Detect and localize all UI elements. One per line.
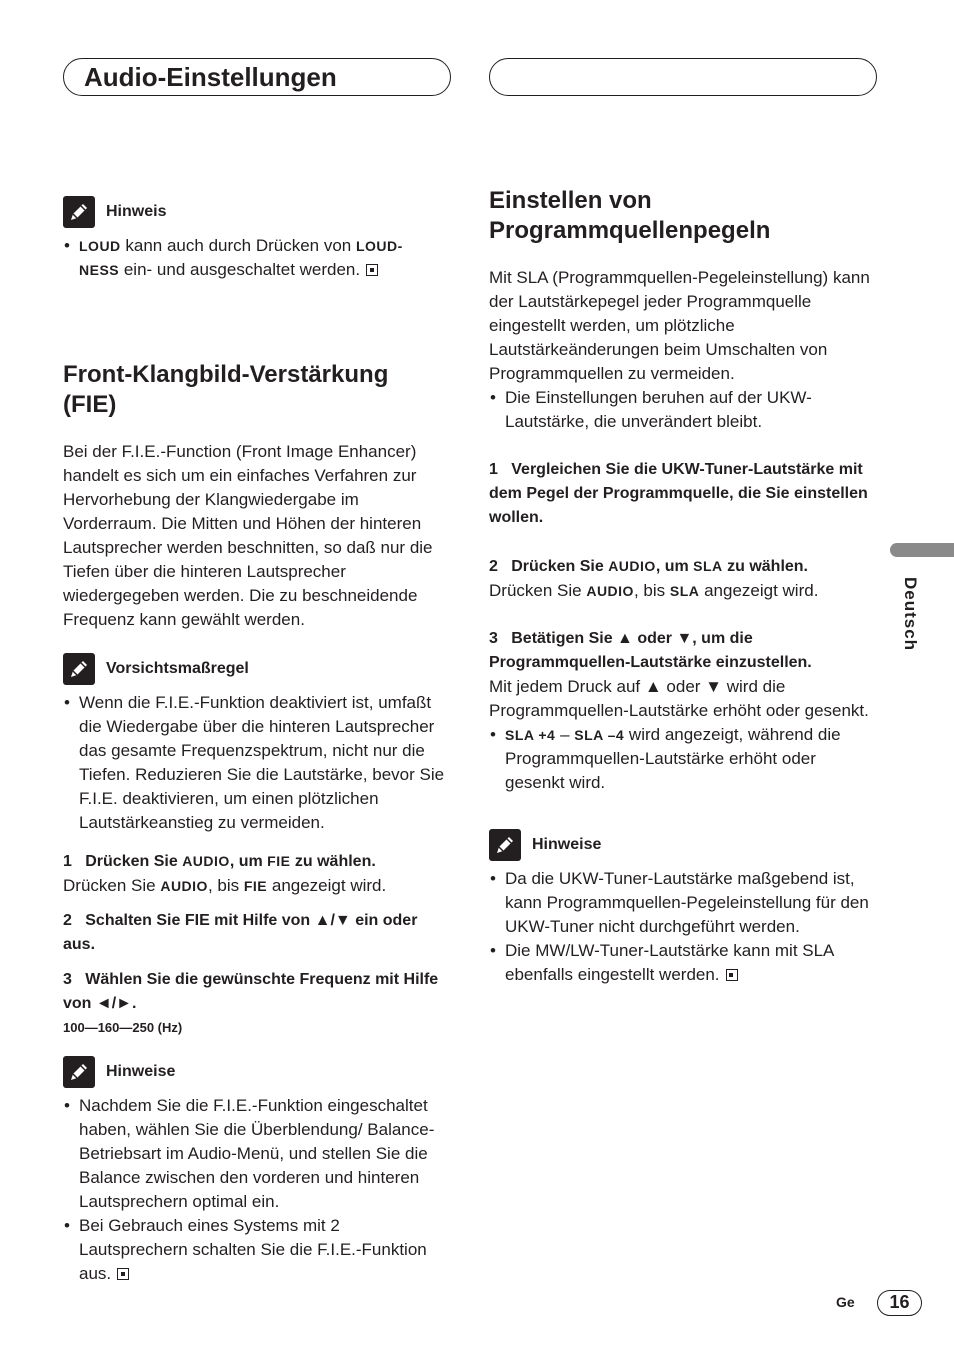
- pencil-note-icon: [63, 1056, 95, 1088]
- loudness-key-part1: LOUD-: [355, 238, 403, 254]
- end-mark-icon: [117, 1268, 129, 1280]
- step-text: zu wählen.: [722, 558, 808, 575]
- page-title: Audio-Einstellungen: [84, 62, 337, 92]
- notes-label: Hinweise: [106, 1063, 176, 1080]
- section-title-fie: [63, 360, 451, 420]
- fie-key: FIE: [267, 853, 291, 869]
- step-text: , um: [229, 853, 268, 870]
- fie-intro: Bei der F.I.E.-Function (Front Image Enhancer) handelt es sich um ein einfaches Verfahren zur Hervorhebung der Klangwiedergabe im Vorderraum. Die Mitten und Höhen der hinteren Lautsprecher werden beschnitten, so daß nur die Tiefen über die hinteren Lautsprecher wiedergegeben werden. Die zu beschneidende Frequenz kann gewählt werden.: [63, 442, 433, 629]
- note-label: Hinweis: [106, 203, 167, 220]
- desc-text: angezeigt wird.: [699, 581, 819, 600]
- loudness-key-part2: NESS: [79, 262, 120, 278]
- sla-list: [489, 386, 877, 434]
- loud-key: LOUD: [79, 238, 121, 254]
- step-2: [63, 909, 451, 957]
- end-mark-icon: [366, 264, 378, 276]
- step-text: Schalten Sie FIE mit Hilfe von ▲/▼ ein oder aus.: [63, 912, 418, 953]
- step-2-description: [489, 579, 877, 603]
- sla-key: SLA: [669, 583, 700, 599]
- section-title-sla: [489, 186, 877, 246]
- step-text: Betätigen Sie ▲ oder ▼, um die Programmquellen-Lautstärke einzustellen.: [489, 630, 812, 671]
- note-text: kann auch durch Drücken von: [120, 236, 356, 255]
- header-title-frame: [63, 58, 451, 96]
- pencil-note-icon: [63, 196, 95, 228]
- desc-text: Drücken Sie: [63, 876, 161, 895]
- notes-label: Hinweise: [532, 836, 602, 853]
- step-2: [489, 554, 877, 579]
- section-title-line: Einstellen von: [489, 187, 652, 214]
- step-text: , um: [655, 558, 694, 575]
- frequency-options: 100—160—250 (Hz): [63, 1020, 183, 1035]
- bullet-text: wird angezeigt, während die Programmquellen-Lautstärke erhöht oder gesenkt wird.: [505, 725, 841, 792]
- notes-item: [63, 1214, 451, 1286]
- notes-heading: [489, 829, 877, 861]
- notes-text: Die MW/LW-Tuner-Lautstärke kann mit SLA ebenfalls eingestellt werden.: [505, 941, 834, 984]
- note-item: [63, 234, 451, 282]
- step-3: [489, 627, 877, 675]
- notes-heading: [63, 1056, 451, 1088]
- step-number: 1: [489, 461, 498, 478]
- step-1-description: [63, 874, 451, 898]
- audio-key: AUDIO: [160, 878, 208, 894]
- notes-item: • Da die UKW-Tuner-Lautstärke maßgebend ist, kann Programmquellen-Pegeleinstellung für den UKW-Tuner nicht durchgeführt werden.: [489, 867, 877, 939]
- header-empty-frame: [489, 58, 877, 96]
- step-number: 1: [63, 853, 72, 870]
- notes-item: [489, 939, 877, 987]
- section-title-line: Front-Klangbild-Verstärkung: [63, 361, 389, 388]
- fie-key: FIE: [243, 878, 268, 894]
- step-1: [63, 849, 451, 874]
- step-number: 3: [63, 971, 72, 988]
- step-number: 3: [489, 630, 498, 647]
- notes-item: • Nachdem Sie die F.I.E.-Funktion eingeschaltet haben, wählen Sie die Überblendung/ Balance- Betriebsart im Audio-Menü, und stellen Sie die Balance zwischen den vorderen und hinteren Lautsprechern optimal ein.: [63, 1094, 451, 1214]
- sla-key: SLA: [693, 558, 723, 574]
- caution-list: [63, 691, 451, 835]
- step-text: Wählen Sie die gewünschte Frequenz mit Hilfe von ◄/►.: [63, 971, 439, 1012]
- sla-intro: Mit SLA (Programmquellen-Pegeleinstellung) kann der Lautstärkepegel jeder Programmquelle eingestellt werden, um plötzliche Lautstärkeänderungen beim Umschalten von Programmquellen zu vermeiden.: [489, 268, 870, 383]
- pencil-note-icon: [489, 829, 521, 861]
- step-number: 2: [489, 558, 498, 575]
- side-tab-marker: [890, 543, 954, 557]
- step-3-description: Mit jedem Druck auf ▲ oder ▼ wird die Programmquellen-Lautstärke erhöht oder gesenkt.: [489, 677, 869, 720]
- desc-text: , bis: [633, 581, 670, 600]
- note-text: ein- und ausgeschaltet werden.: [119, 260, 361, 279]
- notes-list: [63, 1094, 451, 1286]
- caution-label: Vorsichtsmaßregel: [106, 660, 249, 677]
- note-list: [63, 234, 451, 282]
- audio-key: AUDIO: [586, 583, 634, 599]
- sla-bullet: • Die Einstellungen beruhen auf der UKW-Lautstärke, die unverändert bleibt.: [489, 386, 877, 434]
- right-column: [489, 186, 877, 987]
- footer-language-code: Ge: [836, 1294, 855, 1310]
- left-column: [63, 196, 451, 1286]
- step-3: [63, 968, 451, 1016]
- pencil-note-icon: [63, 653, 95, 685]
- step-3-list: [489, 723, 877, 795]
- step-text: Drücken Sie: [85, 853, 183, 870]
- step-text: Drücken Sie: [511, 558, 609, 575]
- end-mark-icon: [726, 969, 738, 981]
- caution-item: • Wenn die F.I.E.-Funktion deaktiviert ist, umfaßt die Wiedergabe über die hinteren Lautsprecher das gesamte Frequenzspektrum, nicht nur die Tiefen. Reduzieren Sie die Lautstärke, bevor Sie F.I.E. deaktivieren, um einen plötzlichen Lautstärkeanstieg zu vermeiden.: [63, 691, 451, 835]
- step-1: [489, 458, 877, 530]
- dash-text: –: [555, 725, 575, 744]
- page-number: 16: [877, 1290, 922, 1316]
- sla-plus-key: SLA +4: [505, 727, 556, 743]
- step-text: zu wählen.: [290, 853, 376, 870]
- sla-minus-key: SLA –4: [574, 727, 625, 743]
- desc-text: , bis: [207, 876, 244, 895]
- desc-text: Drücken Sie: [489, 581, 587, 600]
- note-heading: [63, 196, 451, 228]
- audio-key: AUDIO: [182, 853, 230, 869]
- step-number: 2: [63, 912, 72, 929]
- audio-key: AUDIO: [608, 558, 656, 574]
- section-title-line: (FIE): [63, 391, 117, 418]
- caution-heading: [63, 653, 451, 685]
- step-text: Vergleichen Sie die UKW-Tuner-Lautstärke mit dem Pegel der Programmquelle, die Sie einstellen wollen.: [489, 461, 868, 526]
- step-3-bullet: [489, 723, 877, 795]
- desc-text: angezeigt wird.: [267, 876, 387, 895]
- notes-list: [489, 867, 877, 987]
- side-language-label: Deutsch: [901, 577, 920, 652]
- section-title-line: Programmquellenpegeln: [489, 217, 771, 244]
- notes-text: Bei Gebrauch eines Systems mit 2 Lautsprechern schalten Sie die F.I.E.-Funktion aus.: [79, 1216, 427, 1283]
